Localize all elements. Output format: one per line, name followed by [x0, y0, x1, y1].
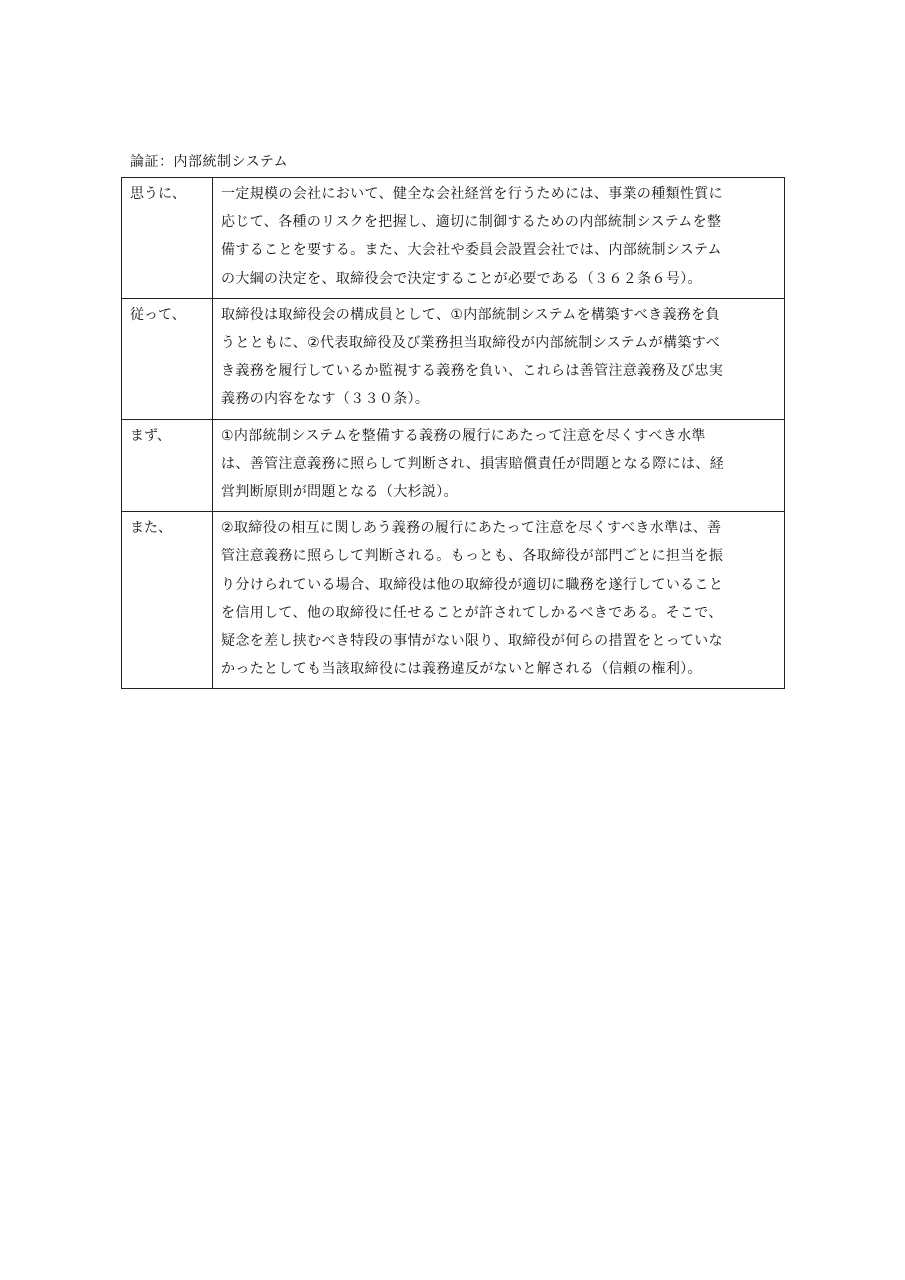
text-line: ②取締役の相互に関しあう義務の履行にあたって注意を尽くすべき水準は、善 — [221, 520, 722, 537]
text-line: き義務を履行しているか監視する義務を負い、これらは善管注意義務及び忠実 — [221, 363, 724, 380]
row-text — [213, 512, 785, 689]
text-line: り分けられている場合、取締役は他の取締役が適切に職務を遂行していること — [221, 576, 724, 593]
text-line: 備することを要する。また、大会社や委員会設置会社では、内部統制システム — [221, 242, 722, 259]
table-row — [122, 178, 785, 299]
table-row — [122, 419, 785, 512]
row-key: 従って、 — [122, 298, 213, 419]
row-text — [213, 178, 785, 299]
row-key: また、 — [122, 512, 213, 689]
table-row — [122, 512, 785, 689]
text-line: を信用して、他の取締役に任せることが許されてしかるべきである。そこで、 — [221, 604, 723, 621]
text-line: 営判断原則が問題となる（大杉説）。 — [221, 484, 458, 501]
row-text — [213, 298, 785, 419]
text-line: うとともに、②代表取締役及び業務担当取締役が内部統制システムが構築すべ — [221, 335, 721, 352]
text-line: 管注意義務に照らして判断される。もっとも、各取締役が部門ごとに担当を振 — [221, 548, 724, 565]
text-line: 疑念を差し挟むべき特段の事情がない限り、取締役が何らの措置をとっていな — [221, 633, 723, 650]
text-line: 応じて、各種のリスクを把握し、適切に制御するための内部統制システムを整 — [221, 214, 722, 231]
argument-table — [121, 177, 785, 689]
row-key: 思うに、 — [122, 178, 213, 299]
row-text — [213, 419, 785, 512]
document-title: 論証：内部統制システム — [130, 154, 289, 170]
text-line: 取締役は取締役会の構成員として、①内部統制システムを構築すべき義務を負 — [221, 306, 720, 323]
text-line: かったとしても当該取締役には義務違反がないと解される（信頼の権利）。 — [221, 661, 702, 678]
text-line: ①内部統制システムを整備する義務の履行にあたって注意を尽くすべき水準 — [221, 427, 706, 444]
text-line: 義務の内容をなす（３３０条）。 — [221, 391, 430, 408]
text-line: は、善管注意義務に照らして判断され、損害賠償責任が問題となる際には、経 — [221, 455, 725, 472]
text-line: 一定規模の会社において、健全な会社経営を行うためには、事業の種類性質に — [221, 186, 723, 202]
text-line: の大綱の決定を、取締役会で決定することが必要である（３６２条６号）。 — [221, 270, 702, 287]
row-key: まず、 — [122, 419, 213, 512]
table-row — [122, 298, 785, 419]
